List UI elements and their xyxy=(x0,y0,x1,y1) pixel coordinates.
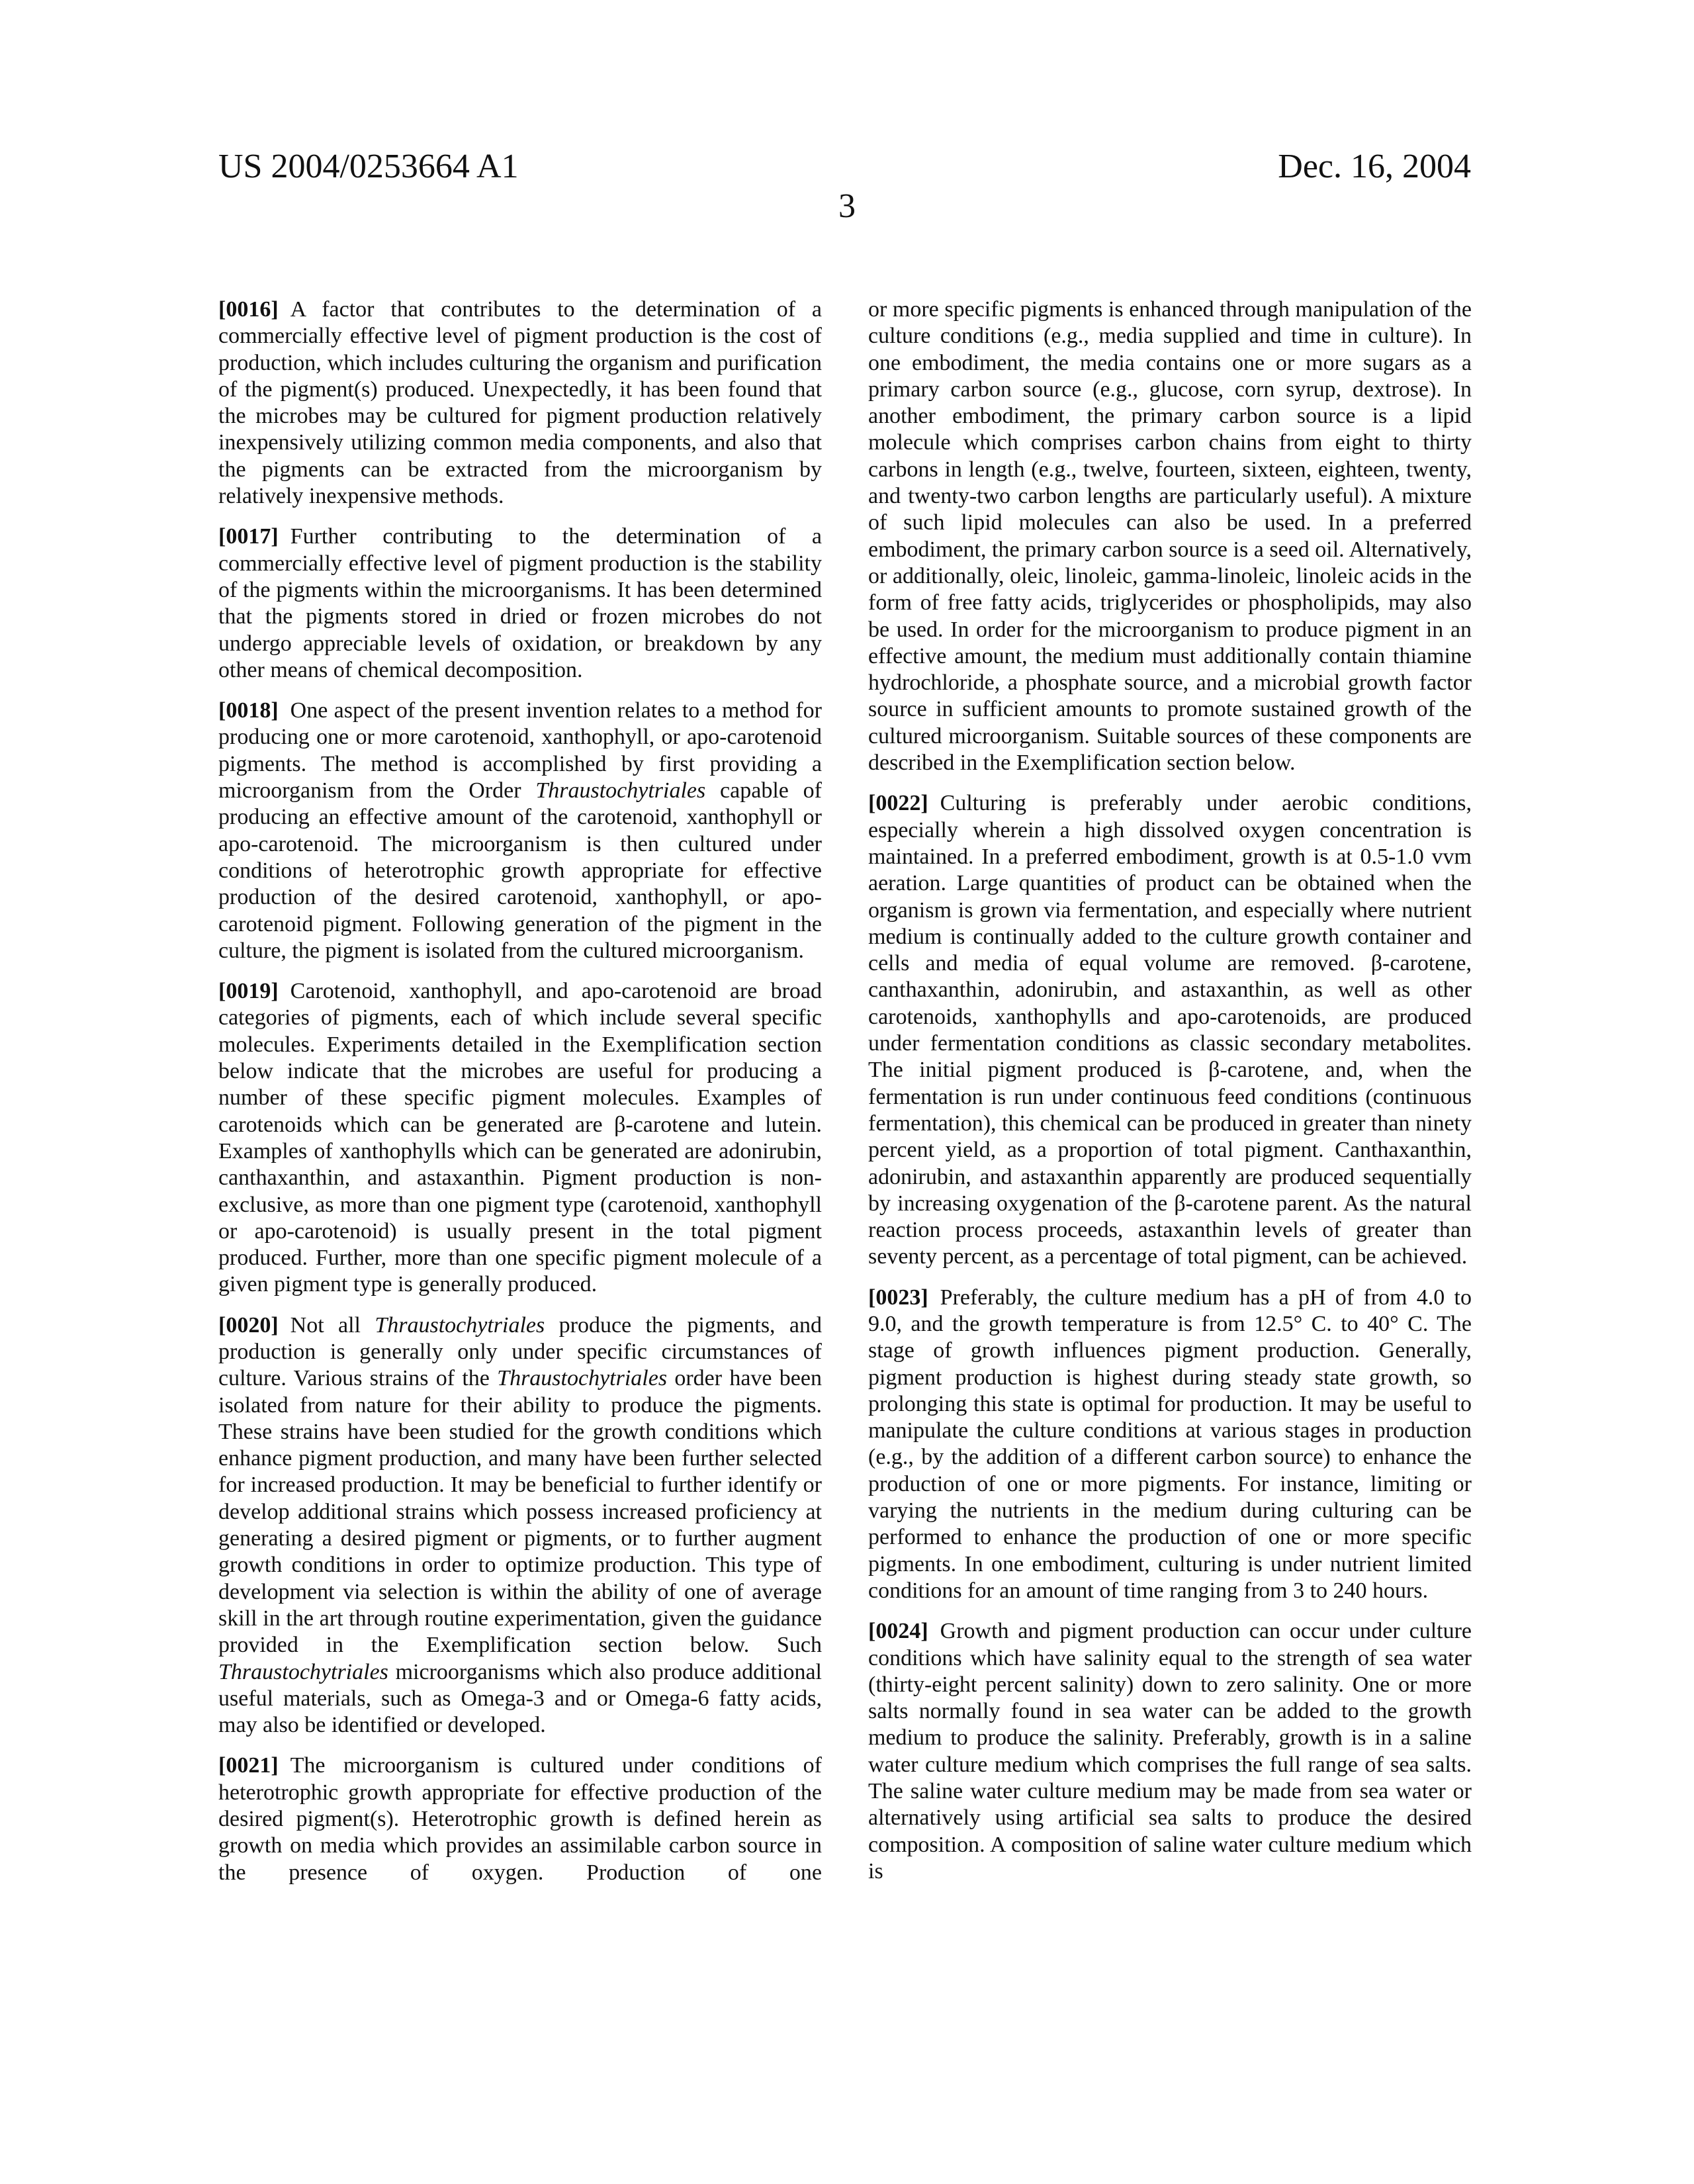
paragraph-text: microorganisms which also produce additional useful materials, such as Omega-3 and or Omega-6 fatty acids, may also be identified or developed. xyxy=(218,1660,822,1738)
paragraph-text: produce the pigments, and production is generally only under specific circumstances of culture. Various strains of the xyxy=(218,1313,822,1391)
publication-date: Dec. 16, 2004 xyxy=(1278,147,1471,187)
paragraph-text: or more specific pigments is enhanced through manipulation of the culture conditions (e.g., media supplied and time in culture). In one embodiment, the media contains one or more sugars as a primary carbon source (e.g., glucose, corn syrup, dextrose). In another embodiment, the primary carbon source is a lipid molecule which comprises carbon chains from eight to thirty carbons in length (e.g., twelve, fourteen, sixteen, eighteen, twenty, and twenty-two carbon lengths are particularly useful). A mixture of such lipid molecules can also be used. In a preferred embodiment, the primary carbon source is a seed oil. Alternatively, or additionally, oleic, linoleic, gamma-linoleic, linoleic acids in the form of free fatty acids, triglycerides or phospholipids, may also be used. In order for the microorganism to produce pigment in an effective amount, the medium must additionally contain thiamine hydrochloride, a phosphate source, and a microbial growth factor source in sufficient amounts to promote sustained growth of the cultured microorganism. Suitable sources of these components are described in the Exemplification section below. xyxy=(868,297,1472,775)
paragraph-text: Further contributing to the determination of a commercially effective level of pigment production is the stability of the pigments within the microorganisms. It has been determined that the pigments stored in dried or frozen microbes do not undergo appreciable levels of oxidation, or breakdown by any other means of chemical decomposition. xyxy=(218,524,822,682)
paragraph-text: Growth and pigment production can occur under culture conditions which have salinity equal to the strength of sea water (thirty-eight percent salinity) down to zero salinity. One or more salts normally found in sea water can be added to the growth medium to produce the salinity. Preferably, growth is in a saline water culture medium which comprises the full range of sea salts. The saline water culture medium may be made from sea water or alternatively using artificial sea salts to produce the desired composition. A composition of saline water culture medium which is xyxy=(868,1619,1472,1884)
publication-number: US 2004/0253664 A1 xyxy=(218,147,519,187)
paragraph-text: A factor that contributes to the determination of a commercially effective level of pigment production is the cost of production, which includes culturing the organism and purification of the pigment(s) produced. Unexpectedly, it has been found that the microbes may be cultured for pigment production relatively inexpensively utilizing common media components, and also that the pigments can be extracted from the microorganism by relatively inexpensive methods. xyxy=(218,297,822,508)
paragraph-text: Culturing is preferably under aerobic conditions, especially wherein a high dissolved oxygen concentration is maintained. In a preferred embodiment, growth is at 0.5-1.0 vvm aeration. Large quantities of product can be obtained when the organism is grown via fermentation, and especially where nutrient medium is continually added to the culture growth container and cells and media of equal volume are removed. β-carotene, canthaxanthin, adonirubin, and astaxanthin, as well as other carotenoids, xanthophylls and apo-carotenoids, are produced under fermentation conditions as classic secondary metabolites. The initial pigment produced is β-carotene, and, when the fermentation is run under continuous feed conditions (continuous fermentation), this chemical can be produced in greater than ninety percent yield, as a proportion of total pigment. Canthaxanthin, adonirubin, and astaxanthin apparently are produced sequentially by increasing oxygenation of the β-carotene parent. As the natural reaction process proceeds, astaxanthin levels of greater than seventy percent, as a percentage of total pigment, can be achieved. xyxy=(868,791,1472,1269)
page-number: 3 xyxy=(0,187,1694,226)
paragraph xyxy=(218,1312,822,1739)
italic-term: Thraustochytriales xyxy=(375,1313,545,1338)
paragraph-number: [0017] xyxy=(218,524,279,549)
italic-term: Thraustochytriales xyxy=(497,1366,667,1390)
paragraph-text: order have been isolated from nature for their ability to produce the pigments. These strains have been studied for the growth conditions which enhance pigment production, and many have been further selected for increased production. It may be beneficial to further identify or develop additional strains which possess increased proficiency at generating a desired pigment or pigments, or to further augment growth conditions in order to optimize production. This type of development via selection is within the ability of one of average skill in the art through routine experimentation, given the guidance provided in the Exemplification section below. Such xyxy=(218,1366,822,1657)
paragraph xyxy=(868,790,1472,1270)
paragraph-number: [0021] xyxy=(218,1753,279,1778)
italic-term: Thraustochytriales xyxy=(218,1660,388,1684)
paragraph-text: Carotenoid, xanthophyll, and apo-carotenoid are broad categories of pigments, each of which include several specific molecules. Experiments detailed in the Exemplification section below indicate that the microbes are useful for producing a number of these specific pigment molecules. Examples of carotenoids which can be generated are β-carotene and lutein. Examples of xanthophylls which can be generated are adonirubin, canthaxanthin, and astaxanthin. Pigment production is non-exclusive, as more than one pigment type (carotenoid, xanthophyll or apo-carotenoid) is usually present in the total pigment produced. Further, more than one specific pigment molecule of a given pigment type is generally produced. xyxy=(218,979,822,1297)
paragraph-number: [0022] xyxy=(868,791,928,815)
paragraph-number: [0019] xyxy=(218,979,279,1003)
paragraph-number: [0023] xyxy=(868,1285,928,1310)
italic-term: Thraustochytriales xyxy=(535,778,705,803)
paragraph-text: capable of producing an effective amount of the carotenoid, xanthophyll or apo-carotenoid. The microorganism is then cultured under conditions of heterotrophic growth appropriate for effective production of the desired carotenoid, xanthophyll, or apo-carotenoid pigment. Following generation of the pigment in the culture, the pigment is isolated from the cultured microorganism. xyxy=(218,778,822,963)
paragraph-number: [0016] xyxy=(218,297,279,322)
paragraph xyxy=(218,523,822,684)
paragraph-text: Not all xyxy=(290,1313,375,1338)
paragraph xyxy=(218,296,822,510)
paragraph xyxy=(868,296,1472,776)
paragraph xyxy=(218,1752,822,1886)
paragraph-number: [0020] xyxy=(218,1313,279,1338)
paragraph-number: [0018] xyxy=(218,698,279,723)
paragraph-text: Preferably, the culture medium has a pH of from 4.0 to 9.0, and the growth temperature is from 12.5° C. to 40° C. The stage of growth influences pigment production. Generally, pigment production is highest during steady state growth, so prolonging this state is optimal for production. It may be useful to manipulate the culture conditions at various stages in production (e.g., by the addition of a different carbon source) to enhance the production of one or more pigments. For instance, limiting or varying the nutrients in the medium during culturing can be performed to enhance the production of one or more specific pigments. In one embodiment, culturing is under nutrient limited conditions for an amount of time ranging from 3 to 240 hours. xyxy=(868,1285,1472,1603)
paragraph xyxy=(218,978,822,1298)
left-column xyxy=(218,296,822,1886)
paragraph xyxy=(868,1618,1472,1885)
paragraph-text: The microorganism is cultured under conditions of heterotrophic growth appropriate for effective production of the desired pigment(s). Heterotrophic growth is defined herein as growth on media which provides an assimilable carbon source in the presence of oxygen. Production of one xyxy=(218,1753,822,1884)
paragraph xyxy=(218,698,822,964)
paragraph xyxy=(868,1285,1472,1605)
paragraph-number: [0024] xyxy=(868,1619,928,1643)
paragraph-text: One aspect of the present invention relates to a method for producing one or more carotenoid, xanthophyll, or apo-carotenoid pigments. The method is accomplished by first providing a microorganism from the Order xyxy=(218,698,822,803)
right-column xyxy=(868,296,1472,1885)
